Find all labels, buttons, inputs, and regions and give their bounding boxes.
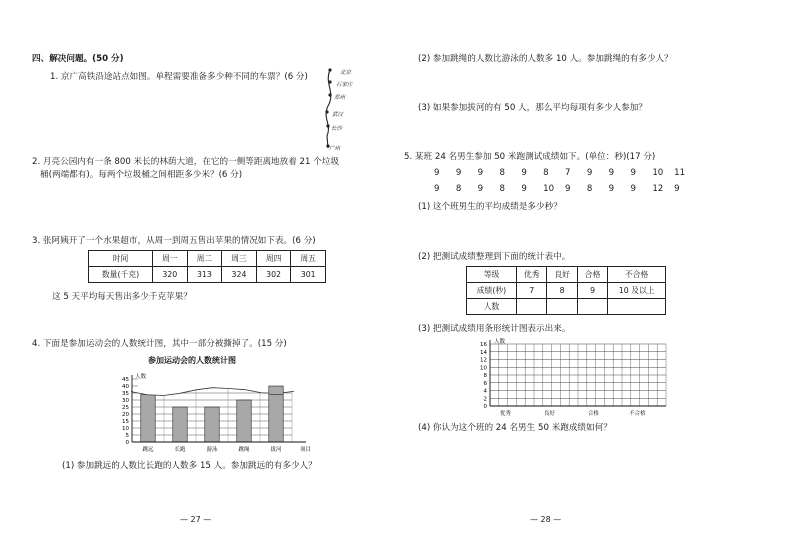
question-5-sub-1: (1) 这个班男生的平均成绩是多少秒？ (418, 202, 562, 212)
score-value: 8 (499, 184, 505, 194)
score-value: 11 (674, 168, 686, 178)
table-cell: 10 及以上 (608, 283, 666, 299)
table-cell: 301 (291, 267, 326, 283)
y-tick-label: 4 (483, 388, 487, 395)
table-cell: 数量(千克) (89, 267, 153, 283)
y-tick-label: 12 (480, 357, 487, 364)
question-4-sub-3: (3) 如果参加拔河的有 50 人，那么平均每项有多少人参加？ (418, 103, 647, 113)
x-tick-label: 游泳 (206, 447, 218, 453)
question-2-line-2: 桶(两端都有)。每两个垃圾桶之间相距多少米？(6 分) (40, 170, 243, 180)
table-row (467, 267, 666, 283)
y-tick-label: 2 (483, 396, 487, 403)
y-tick-label: 10 (480, 365, 487, 372)
station-label: 郑州 (334, 95, 346, 101)
table-row (467, 299, 666, 315)
score-value: 9 (608, 168, 615, 178)
y-tick-label: 0 (125, 440, 129, 446)
question-5-sub-4: (4) 你认为这个班的 24 名男生 50 米跑成绩如何？ (418, 423, 612, 433)
x-tick-label: 长跑 (174, 447, 186, 453)
question-2-line-1: 2. 月亮公园内有一条 800 米长的林荫大道，在它的一侧等距离地放着 21 个垃圾 (32, 157, 340, 167)
table-cell: 周五 (291, 251, 326, 267)
table-cell: 9 (577, 283, 607, 299)
answer-cell[interactable] (608, 299, 666, 315)
section-title: 四、解决问题。(50 分) (32, 54, 124, 64)
x-tick-label: 拔河 (270, 447, 282, 453)
bar (141, 394, 155, 442)
table-cell: 8 (547, 283, 577, 299)
x-tick-label: 不合格 (629, 411, 646, 416)
station-label: 石家庄 (336, 82, 353, 88)
station-label: 长沙 (331, 126, 343, 132)
question-3: 3. 张阿姨开了一个水果超市，从周一到周五售出苹果的情况如下表。(6 分) (32, 236, 316, 246)
station-dot (328, 80, 331, 83)
score-value: 8 (543, 168, 549, 178)
score-value: 10 (543, 184, 555, 194)
question-4-sub-1: (1) 参加跳远的人数比长跑的人数多 15 人。参加跳远的有多少人？ (62, 461, 317, 471)
question-4: 4. 下面是参加运动会的人数统计图，其中一部分被撕掉了。(15 分) (32, 339, 287, 349)
y-axis-label: 人数 (494, 339, 506, 345)
chart-title: 参加运动会的人数统计图 (148, 356, 236, 365)
station-dot (325, 110, 328, 113)
y-tick-label: 20 (122, 412, 129, 418)
answer-cell[interactable] (517, 299, 547, 315)
bar (173, 407, 187, 442)
x-tick-label: 跳远 (142, 447, 154, 453)
page-number-right: — 28 — (530, 515, 562, 524)
score-value: 10 (652, 168, 664, 178)
table-row (89, 251, 326, 267)
table-row (89, 267, 326, 283)
score-value: 8 (586, 184, 593, 194)
y-tick-label: 0 (483, 404, 487, 410)
apple-sales-table (88, 250, 326, 283)
y-tick-label: 14 (480, 349, 487, 356)
y-tick-label: 10 (122, 426, 129, 432)
score-value: 9 (565, 184, 571, 194)
grade-table (466, 266, 666, 315)
score-value: 9 (521, 184, 527, 194)
x-tick-label: 跳绳 (238, 447, 250, 453)
score-value: 9 (477, 184, 484, 194)
table-cell: 320 (153, 267, 188, 283)
table-cell: 324 (222, 267, 257, 283)
question-4-sub-2: (2) 参加跳绳的人数比游泳的人数多 10 人。参加跳绳的有多少人？ (418, 54, 673, 64)
table-cell: 时间 (89, 251, 153, 267)
x-tick-label: 优秀 (499, 411, 511, 416)
table-cell: 等级 (467, 267, 517, 283)
sports-meeting-chart (110, 366, 320, 456)
question-5: 5. 某班 24 名男生参加 50 米跑测试成绩如下。(单位：秒)(17 分) (404, 152, 656, 162)
table-cell: 成绩(秒) (467, 283, 517, 299)
station-label: 北京 (340, 70, 352, 76)
x-tick-label: 良好 (543, 411, 555, 416)
score-value: 9 (630, 168, 636, 178)
bar (237, 400, 251, 442)
score-value: 9 (586, 168, 593, 178)
table-cell: 良好 (547, 267, 577, 283)
bar (269, 386, 283, 394)
station-dot (328, 68, 331, 71)
table-row (467, 283, 666, 299)
station-label: 广州 (329, 146, 341, 152)
y-tick-label: 15 (122, 419, 129, 425)
page-number-left: — 27 — (180, 515, 212, 524)
y-tick-label: 35 (122, 391, 129, 397)
y-tick-label: 16 (480, 342, 487, 348)
table-cell: 优秀 (517, 267, 547, 283)
y-tick-label: 8 (483, 373, 487, 379)
y-tick-label: 5 (125, 433, 129, 439)
y-tick-label: 6 (483, 380, 487, 387)
answer-cell[interactable] (547, 299, 577, 315)
table-cell: 周三 (222, 251, 257, 267)
score-value: 7 (565, 168, 571, 178)
question-5-sub-3: (3) 把测试成绩用条形统计图表示出来。 (418, 324, 571, 334)
x-axis-label: 项目 (300, 447, 312, 453)
x-tick-label: 合格 (587, 411, 599, 416)
score-value: 8 (455, 184, 462, 194)
table-cell: 不合格 (608, 267, 666, 283)
grade-bar-chart-grid (474, 336, 674, 416)
score-value: 12 (652, 184, 664, 194)
question-3-ask: 这 5 天平均每天售出多少千克苹果？ (52, 292, 192, 302)
question-5-sub-2: (2) 把测试成绩整理到下面的统计表中。 (418, 252, 571, 262)
table-cell: 周一 (153, 251, 188, 267)
station-label: 武汉 (332, 112, 344, 118)
bar (205, 407, 219, 442)
table-cell: 周四 (256, 251, 291, 267)
table-cell: 周二 (187, 251, 222, 267)
score-value: 9 (434, 184, 440, 194)
y-tick-label: 45 (122, 377, 129, 383)
table-cell: 合格 (577, 267, 607, 283)
table-cell: 人数 (467, 299, 517, 315)
station-dot (328, 93, 331, 96)
y-tick-label: 40 (122, 384, 129, 390)
score-value: 9 (477, 168, 484, 178)
score-value: 9 (521, 168, 527, 178)
answer-cell[interactable] (577, 299, 607, 315)
scores-row (434, 168, 696, 180)
score-value: 9 (630, 184, 636, 194)
y-tick-label: 30 (122, 398, 129, 404)
score-value: 9 (455, 168, 462, 178)
score-value: 9 (608, 184, 615, 194)
question-1: 1. 京广高铁沿途站点如图。单程需要准备多少种不同的车票？(6 分) (50, 72, 308, 82)
score-value: 8 (499, 168, 505, 178)
score-value: 9 (434, 168, 440, 178)
y-axis-label: 人数 (135, 374, 147, 380)
y-tick-label: 25 (122, 405, 129, 411)
scores-row (434, 184, 696, 196)
table-cell: 313 (187, 267, 222, 283)
station-dot (326, 124, 329, 127)
table-cell: 7 (517, 283, 547, 299)
table-cell: 302 (256, 267, 291, 283)
score-value: 9 (674, 184, 680, 194)
